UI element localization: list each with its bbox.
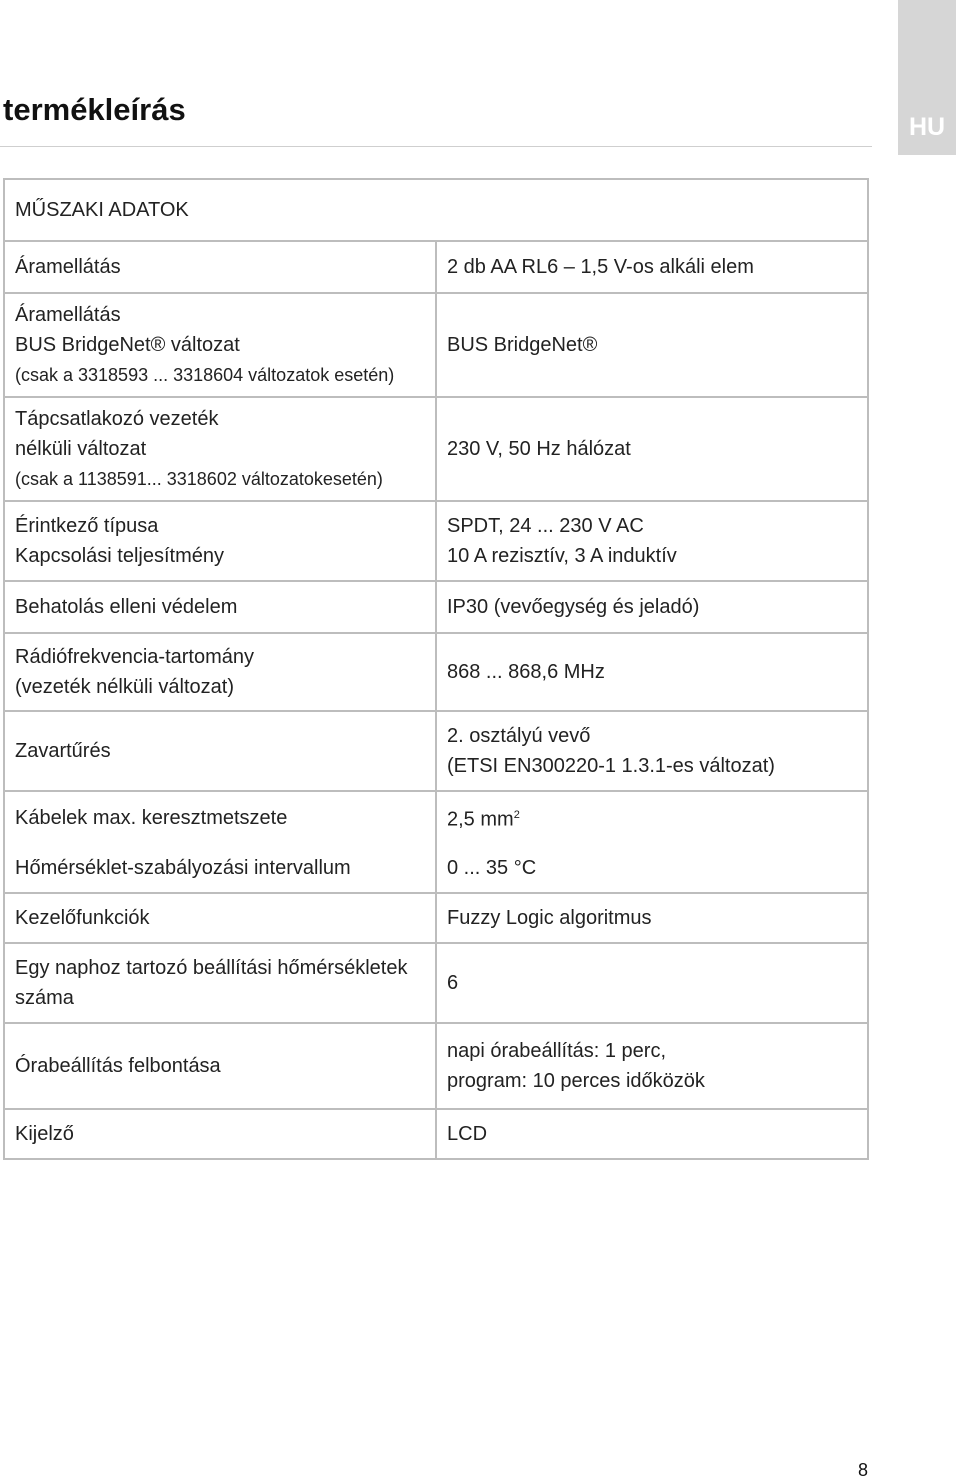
value-line: Fuzzy Logic algoritmus [447, 907, 652, 929]
title-divider [0, 146, 872, 147]
row-value [436, 843, 868, 893]
page-title: termékleírás [3, 92, 186, 127]
table-row [4, 791, 868, 843]
table-row [4, 711, 868, 791]
technical-data-table [3, 178, 869, 1160]
row-label [4, 893, 436, 943]
label-line: (vezeték nélküli változat) [15, 676, 234, 698]
value-line: 0 ... 35 °C [447, 856, 537, 879]
table-row [4, 943, 868, 1023]
table-row [4, 397, 868, 501]
row-value [436, 397, 868, 501]
value-line: IP30 (vevőegység és jeladó) [447, 596, 700, 618]
table-row [4, 293, 868, 397]
table-row [4, 241, 868, 293]
value-line: napi órabeállítás: 1 perc, [447, 1040, 667, 1062]
label-line: Érintkező típusa [15, 515, 159, 537]
row-value [436, 893, 868, 943]
value-line: program: 10 perces időközök [447, 1070, 705, 1092]
label-line: Behatolás elleni védelem [15, 596, 238, 618]
table-row [4, 633, 868, 711]
row-label [4, 943, 436, 1023]
row-value [436, 711, 868, 791]
label-line: Kapcsolási teljesítmény [15, 545, 224, 567]
table-row [4, 1023, 868, 1109]
row-label [4, 501, 436, 581]
row-label [4, 397, 436, 501]
label-line: BUS BridgeNet® változat [15, 334, 240, 356]
label-line: Hőmérséklet-szabályozási intervallum [15, 856, 351, 879]
label-line: Tápcsatlakozó vezeték [15, 408, 219, 430]
value-line: 230 V, 50 Hz hálózat [447, 438, 631, 460]
value-line: (ETSI EN300220-1 1.3.1-es változat) [447, 755, 775, 777]
value-line: 868 ... 868,6 MHz [447, 661, 605, 683]
table-heading: MŰSZAKI ADATOK [4, 179, 868, 241]
value-superscript: 2 [513, 809, 520, 822]
row-value [436, 1109, 868, 1159]
value-line: 2,5 mm [447, 808, 514, 831]
label-line: Zavartűrés [15, 740, 111, 762]
row-value [436, 501, 868, 581]
row-value [436, 581, 868, 633]
table-row [4, 581, 868, 633]
row-label [4, 843, 436, 893]
label-line: Kábelek max. keresztmetszete [15, 806, 288, 829]
row-label [4, 293, 436, 397]
row-value [436, 791, 868, 843]
table-row [4, 843, 868, 893]
row-value [436, 241, 868, 293]
value-line: 6 [447, 972, 459, 994]
table-header-row [4, 179, 868, 241]
label-line: nélküli változat [15, 438, 147, 460]
label-line: (csak a 3318593 ... 3318604 változatok esetén) [15, 365, 395, 385]
label-line: Órabeállítás felbontása [15, 1055, 221, 1077]
label-line: Áramellátás [15, 304, 121, 326]
row-label [4, 711, 436, 791]
value-line: 2 db AA RL6 – 1,5 V-os alkáli elem [447, 256, 754, 278]
row-label [4, 581, 436, 633]
row-value [436, 633, 868, 711]
value-line: 10 A rezisztív, 3 A induktív [447, 545, 677, 567]
table-row [4, 893, 868, 943]
table-row [4, 1109, 868, 1159]
table-row [4, 501, 868, 581]
language-badge: HU [898, 0, 956, 155]
row-label [4, 1109, 436, 1159]
row-label [4, 633, 436, 711]
row-label [4, 791, 436, 843]
row-value [436, 1023, 868, 1109]
label-line: Kezelőfunkciók [15, 907, 150, 929]
label-line: (csak a 1138591... 3318602 változatokesetén) [15, 469, 383, 489]
label-line: Rádiófrekvencia-tartomány [15, 646, 254, 668]
value-line: LCD [447, 1123, 488, 1145]
row-value [436, 943, 868, 1023]
value-line: 2. osztályú vevő [447, 725, 591, 747]
value-line: SPDT, 24 ... 230 V AC [447, 515, 644, 537]
row-value [436, 293, 868, 397]
label-line: Egy naphoz tartozó beállítási hőmérsékletek [15, 957, 408, 979]
row-label [4, 1023, 436, 1109]
label-line: száma [15, 987, 74, 1009]
row-label [4, 241, 436, 293]
value-line: BUS BridgeNet® [447, 334, 598, 356]
label-line: Áramellátás [15, 256, 121, 278]
label-line: Kijelző [15, 1123, 74, 1145]
page-number: 8 [858, 1460, 869, 1480]
